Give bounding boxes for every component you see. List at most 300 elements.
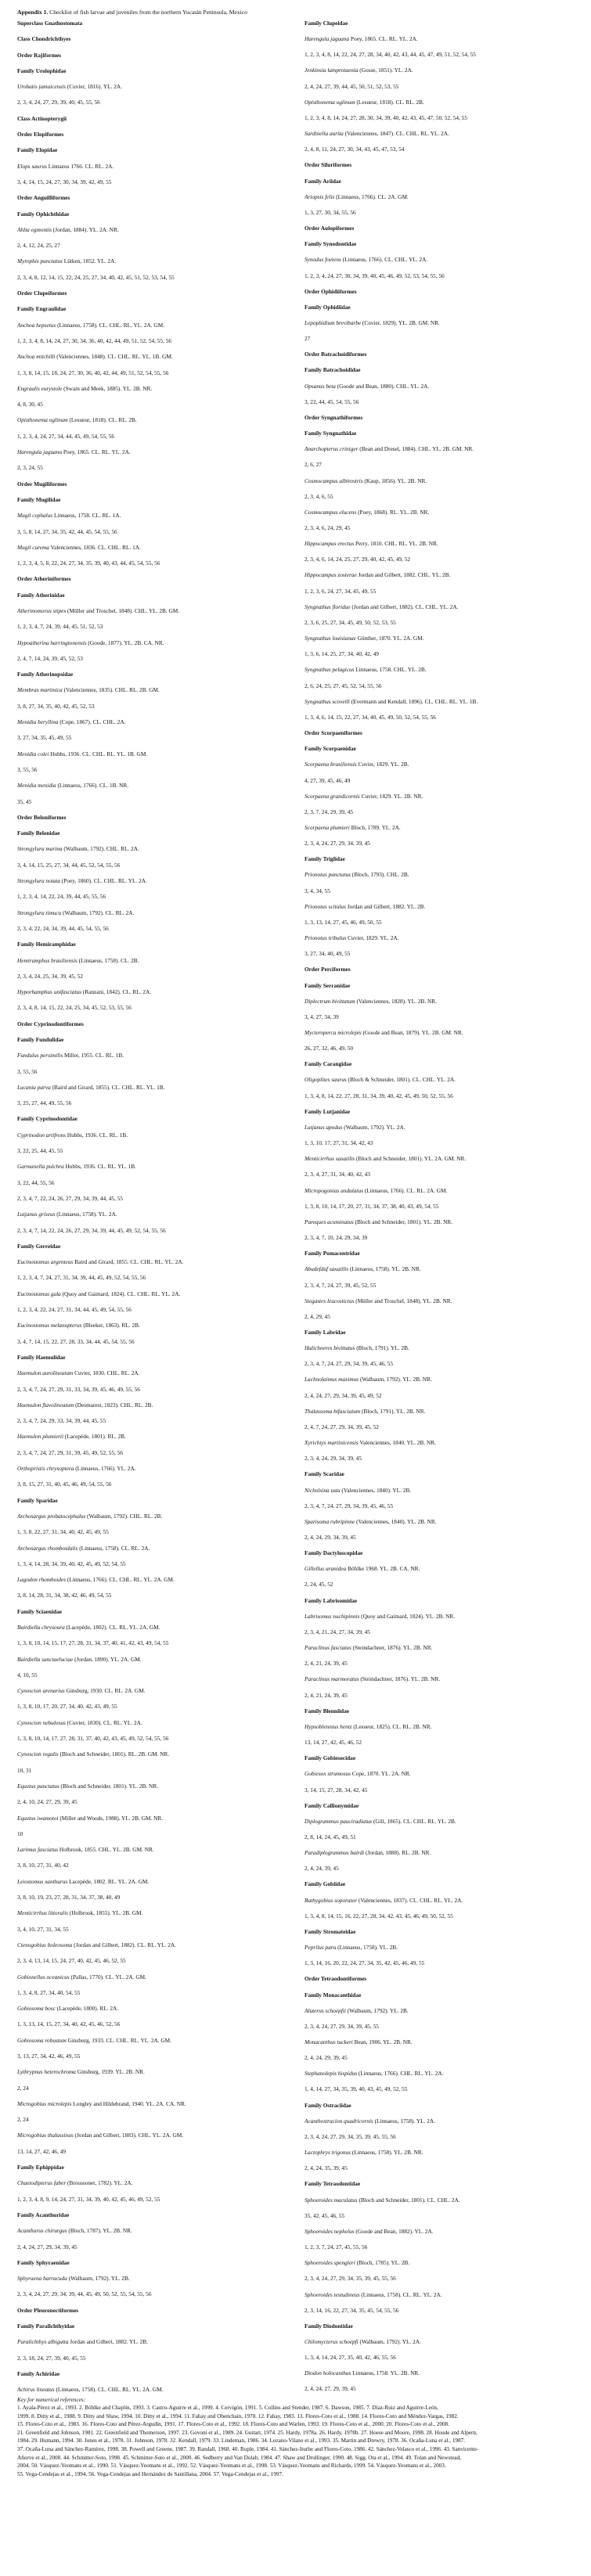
species-name: Anarchopterus criniger [305, 445, 359, 453]
taxon-heading: Family Scaridae [305, 1470, 344, 1478]
taxon-heading: Family Lutjanidae [305, 1107, 351, 1115]
species-name: Menticirrhus littoralis [17, 1909, 68, 1917]
reference-numbers: 35, 45 [17, 797, 32, 805]
reference-numbers: 2, 4, 24, 27, 39, 44, 45, 50, 51, 52, 53, 55 [305, 82, 399, 90]
taxon-heading: Order Scorpaeniformes [305, 729, 362, 737]
species-name: Bairdiella sanctaeluciae [17, 1655, 74, 1663]
species-entry: Scorpaena grandicornis Cuvier, 1829. YL. 2B. NR. [305, 792, 423, 800]
species-name: Pareques acuminatus [305, 1218, 354, 1225]
species-entry: Hippocampus zosterae Jordan and Gilbert, 1882. CHL. YL. 2B. [305, 571, 451, 579]
species-entry: Haemulon flavolineatum (Desmarest, 1823). CHL. RL. 2B. [17, 1401, 153, 1409]
reference-numbers: 1, 3, 10, 17, 27, 31, 34, 42, 43 [305, 1139, 373, 1147]
species-entry: Sphoeroides nephelus (Goode and Bean, 1882). YL. 2A. [305, 2227, 434, 2235]
species-name: Hyporhamphus unifasciatus [17, 988, 81, 996]
taxon-heading: Family Triglidae [305, 855, 345, 863]
taxon-heading: Family Synodontidae [305, 240, 357, 248]
reference-numbers: 3, 4, 34, 55 [305, 887, 330, 894]
species-name: Oligoplites saurus [305, 1076, 347, 1084]
species-entry: Gobiosoma bosc (Lacepède, 1800). RL. 2A. [17, 2005, 119, 2013]
species-entry: Paraclinus marmoratus (Steindachner, 1876). YL. 2B. NR. [305, 1675, 441, 1683]
species-name: Prionotus tribulus [305, 934, 347, 942]
species-entry: Hypsoblennius hentz (Lesueur, 1825). CL. RL. 2B. NR. [305, 1722, 432, 1730]
species-entry: Achirus lineatus (Linnaeus, 1758). CL. CHL. RL. YL. 2A. GM. [17, 2386, 164, 2394]
species-entry: Syngnathus floridae (Jordan and Gilbert, 1882). CL. CHL. YL. 2A. [305, 603, 459, 610]
species-entry: Orthopristis chrysoptera (Linnaeus, 1766). YL. 2A. [17, 1465, 136, 1473]
reference-numbers: 1, 3, 14, 16, 20, 22, 24, 27, 34, 35, 42, 45, 46, 49, 55 [305, 1959, 425, 1967]
reference-numbers: 3, 27, 34, 40, 49, 55 [305, 950, 351, 958]
species-name: Syngnathus pelagicus [305, 666, 355, 674]
reference-numbers: 2, 3, 4, 7, 24, 27, 39, 45, 52, 55 [305, 1281, 377, 1289]
taxon-heading: Family Belonidae [17, 829, 60, 837]
species-entry: Archosargus probatocephalus (Walbaum, 1792). CHL. RL. 2B. [17, 1512, 163, 1520]
species-entry: Thalassoma bifasciatum (Bloch, 1791). YL. 2B. NR. [305, 1407, 426, 1415]
reference-numbers: 3, 22, 44, 55, 56 [17, 1178, 55, 1186]
taxon-heading: Order Mugiliformes [17, 480, 67, 487]
species-entry: Lactophrys trigonus (Linnaeus, 1758). YL. 2B. NR. [305, 2149, 423, 2157]
reference-numbers: 2, 3, 4, 24, 27, 29, 34, 35, 39, 45, 55, 56 [305, 2275, 396, 2283]
reference-numbers: 2, 3, 4, 6, 55 [305, 492, 333, 500]
taxon-heading: Family Labrisomidae [305, 1596, 358, 1604]
reference-numbers: 2, 3, 4, 7, 24, 27, 29, 31, 33, 34, 39, 45, 46, 49, 55, 56 [17, 1385, 140, 1393]
species-entry: Syngnathus scovelli (Evermann and Kendall, 1896). CL. CHL. RL. YL. 1B. [305, 697, 478, 705]
reference-numbers: 4, 27, 39, 45, 46, 49 [305, 776, 351, 784]
taxon-heading: Family Gobiesocidae [305, 1754, 356, 1762]
species-entry: Equetus punctatus (Bloch and Schneider, 1801). YL. 2B. NR. [17, 1782, 159, 1790]
reference-line: 1999. 8. Ditty et al., 1988. 9. Ditty and Shaw, 1994. 10. Ditty et al., 1994. 11. Fahay and Obenchain, 1978. 12. Fahay, 1983. 13. Flores-Coto et al., 1988. 14. Flores-Coto and Méndez-Vargas, 1982. [17, 2412, 459, 2419]
species-name: Jenkinsia lamprotaenia [305, 67, 359, 74]
taxon-heading: Order Pleuronectiformes [17, 2306, 79, 2314]
reference-line: 15. Flores-Coto et al., 1983. 16. Flores-Coto and Pérez-Argudín, 1991. 17. Flores-Coto et al., 1992. 18. Flores-Coto and Warlen, 1993. 19. Flores-Coto et al., 2000. 20. Flores-Coto et al., 2008. [17, 2421, 449, 2428]
species-entry: Lutjanus griseus (Linnaeus, 1758). YL. 2A. [17, 1211, 117, 1218]
species-name: Scorpaena brasiliensis [305, 761, 357, 768]
reference-numbers: 2, 3, 4, 24, 25, 34, 39, 45, 52 [17, 972, 83, 980]
species-name: Anchoa mitchilli [17, 353, 56, 361]
species-entry: Pareques acuminatus (Bloch and Schneider, 1801). YL. 2B. NR. [305, 1218, 453, 1225]
species-entry: Elops saurus Linnaeus 1766. CL. RL. 2A. [17, 162, 114, 170]
reference-numbers: 2, 4, 21, 24, 39, 45 [305, 1691, 348, 1699]
species-name: Eucinostomus gula [17, 1290, 61, 1297]
species-name: Cosmocampus albirostris [305, 477, 363, 484]
taxon-heading: Family Labridae [305, 1328, 346, 1336]
species-entry: Hypoatherina harringtonensis (Goode, 1877). YL. 2B. CA. NR. [17, 639, 164, 646]
species-entry: Cosmocampus albirostris (Kaup, 1856). YL. 2B. NR. [305, 477, 427, 484]
species-entry: Eucinostomus gula (Quoy and Gaimard, 1824). CL. CHL. RL. YL. 2A. [17, 1290, 181, 1297]
species-name: Synodus foetens [305, 256, 341, 264]
species-name: Diplectrum bivittatum [305, 997, 355, 1005]
reference-numbers: 1, 3, 8, 10, 14, 17, 20, 27, 31, 34, 37, 38, 40, 43, 49, 54, 55 [305, 1202, 439, 1210]
species-name: Myrophis punctatus [17, 257, 63, 265]
species-entry: Monacanthus tuckeri Bean, 1906. YL. 2B. NR. [305, 2038, 413, 2045]
species-name: Sardinella aurita [305, 130, 344, 138]
species-name: Scorpaena grandicornis [305, 792, 360, 800]
species-entry: Fundulus persimilis Miller, 1955. CL. RL. 1B. [17, 1052, 124, 1060]
species-name: Lutjanus griseus [17, 1211, 56, 1218]
species-name: Menidia colei [17, 750, 49, 757]
species-entry: Leiostomus xanthurus Lacepède, 1802. RL. YL. 2A. GM. [17, 1877, 150, 1885]
taxon-heading: Family Ostraciidae [305, 2101, 351, 2109]
species-name: Sphoeroides nephelus [305, 2227, 355, 2235]
reference-numbers: 2, 3, 4, 6, 24, 29, 45 [305, 524, 351, 531]
species-entry: Nicholsina usta (Valenciennes, 1840). YL. 2B. [305, 1486, 412, 1494]
reference-numbers: 2, 3, 4, 13, 14, 15, 24, 27, 40, 42, 45, 46, 52, 55 [17, 1957, 126, 1965]
species-entry: Eucinostomus melanopterus (Bleeker, 1863). RL. 2B. [17, 1322, 140, 1329]
species-name: Stephanolepis hispidus [305, 2070, 358, 2078]
species-name: Sphoeroides spengleri [305, 2259, 355, 2267]
taxon-heading: Order Siluriformes [305, 161, 352, 169]
reference-numbers: 3, 8, 15, 27, 31, 40, 45, 46, 49, 54, 55, 56 [17, 1480, 112, 1488]
reference-numbers: 3, 55, 56 [17, 765, 38, 773]
species-entry: Opsanus beta (Goode and Bean, 1880). CHL. YL. 2A. [305, 382, 430, 390]
species-name: Equetus iwamotoi [17, 1814, 59, 1822]
taxon-heading: Family Callionymidae [305, 1801, 359, 1809]
species-entry: Sphyraena barracuda (Walbaum, 1792). YL. 2B. [17, 2275, 130, 2283]
taxon-heading: Family Diodontidae [305, 2322, 353, 2330]
reference-numbers: 2, 24, 45, 52 [305, 1581, 333, 1588]
species-name: Membras martinica [17, 686, 63, 694]
taxon-heading: Family Sphyraenidae [17, 2258, 70, 2266]
reference-numbers: 1, 3, 8, 10, 14, 15, 17, 27, 28, 31, 34, 37, 40, 41, 42, 43, 49, 54, 55 [17, 1639, 169, 1647]
reference-numbers: 13, 14, 27, 42, 46, 49 [17, 2147, 67, 2155]
taxon-heading: Family Clupeidae [305, 20, 348, 27]
species-entry: Bathygobius soporator (Valenciennes, 1837). CL. CHL. RL. YL. 2A. [305, 1896, 463, 1904]
species-entry: Abudefduf saxatilis (Linnaeus, 1758). YL. 2B. NR. [305, 1265, 421, 1273]
taxon-heading: Family Carangidae [305, 1060, 352, 1068]
species-name: Haemulon flavolineatum [17, 1401, 74, 1409]
reference-numbers: 3, 4, 27, 34, 39 [305, 1013, 339, 1020]
reference-numbers: 2, 4, 8, 11, 24, 27, 30, 34, 43, 45, 47, 53, 54 [305, 146, 405, 153]
species-entry: Urobatis jamaicensis (Cuvier, 1816). YL. 2A. [17, 83, 122, 91]
taxon-heading: Family Atherinidae [17, 591, 65, 599]
reference-numbers: 2, 3, 4, 7, 24, 27, 29, 34, 39, 45, 46, 55 [305, 1502, 394, 1509]
species-name: Aluterus schoepfii [305, 2006, 346, 2014]
reference-numbers: 2, 4, 10, 24, 27, 29, 39, 45 [17, 1798, 77, 1806]
appendix-title [17, 8, 575, 16]
species-entry: Lepophidium brevibarbe (Cuvier, 1829). YL. 2B. GM. NR. [305, 318, 440, 326]
species-name: Micropogonias undulatus [305, 1186, 363, 1194]
reference-numbers: 10 [17, 1829, 23, 1837]
species-name: Syngnathus floridae [305, 603, 351, 610]
species-name: Sparisoma rubripinne [305, 1517, 355, 1525]
species-entry: Archosargus rhomboidalis (Linnaeus, 1758). CL. RL. 2A. [17, 1544, 150, 1552]
species-name: Sphyraena barracuda [17, 2275, 67, 2283]
taxon-heading: Order Cyprinodontiformes [17, 1020, 84, 1027]
reference-numbers: 3, 22, 25, 44, 45, 55 [17, 1147, 63, 1155]
species-entry: Gobionellus oceanicus (Pallas, 1770). CL. YL. 2A. GM. [17, 1973, 146, 1981]
species-entry: Diplogrammus pauciradiatus (Gill, 1865). CL. CHL. RL. YL. 2B. [305, 1817, 456, 1825]
reference-numbers: 2, 4, 12, 24, 25, 27 [17, 242, 60, 250]
reference-numbers: 3, 8, 27, 34, 35, 40, 42, 45, 52, 53 [17, 702, 95, 710]
taxon-heading: Family Dactyloscopidae [305, 1549, 363, 1557]
checklist-left-column [17, 20, 287, 2394]
reference-numbers: 1, 2, 3, 4, 22, 24, 27, 31, 34, 44, 45, 49, 54, 55, 56 [17, 1306, 132, 1314]
taxon-heading: Class Actinopterygii [17, 114, 67, 122]
reference-line: 37. Ocaña-Luna and Sánchez-Ramírez, 1998. 38. Powell and Greene, 1987. 39. Randall, 1968. 40. Ruple, 1984. 41. Sánchez-Iturbe and Flores-Coto, 1986. 42. Sánchez-Velasco et al., 1996. 43. Sanvicente- [17, 2445, 479, 2452]
reference-numbers: 2, 4, 24, 39, 45 [305, 1865, 339, 1873]
taxon-heading: Family Stromateidae [305, 1927, 356, 1935]
species-name: Haemulon plumierii [17, 1433, 63, 1441]
reference-numbers: 2, 3, 6, 25, 27, 34, 45, 49, 50, 52, 53, 55 [305, 618, 396, 626]
reference-numbers: 1, 2, 3, 7, 24, 27, 45, 55, 56 [305, 2243, 368, 2251]
reference-numbers: 1, 3, 13, 14, 27, 45, 46, 49, 50, 55 [305, 918, 382, 926]
species-entry: Microgobius thalassinus (Jordan and Gilbert, 1883). CHL. YL. 2A. GM. [17, 2132, 184, 2139]
species-name: Strongylura notata [17, 877, 61, 885]
species-entry: Hemiramphus brasiliensis (Linnaeus, 1758). CL. 2B. [17, 956, 139, 964]
species-name: Engraulis eurystole [17, 384, 63, 392]
reference-line: 2004. 50. Vásquez-Yeomans et al., 1990. 51. Vásquez-Yeomans et al., 1992. 52. Vásquez-Yeomans et al., 1998. 53. Vásquez-Yeomans and Richards, 1999. 54. Vásquez-Yeomans et al., 2003. [17, 2463, 446, 2470]
reference-numbers: 2, 3, 4, 8, 12, 14, 15, 22, 24, 25, 27, 34, 40, 42, 45, 51, 52, 53, 54, 55 [17, 273, 175, 281]
species-entry: Harengula jaguana Poey, 1865. CL. RL. YL. 2A. [17, 448, 131, 456]
reference-numbers: 35, 42, 45, 46, 55 [305, 2211, 345, 2219]
species-entry: Menticirrhus littoralis (Holbrook, 1855). YL. 2B. GM. [17, 1909, 143, 1917]
species-entry: Strongylura timucu (Walbaum, 1792). CL. RL. 2A. [17, 908, 135, 916]
reference-numbers: 3, 4, 7, 14, 15, 22, 27, 28, 33, 34, 44, 45, 54, 55, 56 [17, 1337, 135, 1345]
reference-numbers: 1, 3, 4, 14, 24, 27, 35, 40, 42, 46, 55, 56 [305, 2354, 396, 2362]
taxon-heading: Family Cyprinodontidae [17, 1115, 77, 1123]
reference-numbers: 3, 4, 14, 15, 24, 27, 30, 34, 39, 42, 49, 55 [17, 178, 112, 185]
species-entry: Gillellus uranidea Böhlke 1968. YL. 2B. CA. NR. [305, 1565, 420, 1573]
taxon-heading: Family Gobiidae [305, 1880, 346, 1888]
reference-numbers: 2, 3, 4, 21, 24, 27, 34, 39, 45 [305, 1628, 370, 1635]
species-name: Paraclinus fasciatus [305, 1644, 351, 1652]
species-name: Chaetodipterus faber [17, 2179, 67, 2187]
taxon-heading: Family Haemulidae [17, 1353, 66, 1361]
references-body [17, 2404, 575, 2478]
species-name: Harengula jaguana [305, 35, 350, 43]
reference-numbers: 1, 2, 3, 4, 8, 14, 22, 24, 27, 28, 34, 40, 42, 43, 44, 45, 47, 49, 51, 52, 54, 55 [305, 51, 476, 59]
species-entry: Haemulon aurolineatum Cuvier, 1830. CHL. RL. 2A. [17, 1369, 140, 1377]
species-name: Elops saurus [17, 162, 47, 170]
taxon-heading: Order Syngnathiformes [305, 413, 363, 421]
species-name: Mugil curema [17, 543, 49, 551]
taxon-heading: Order Atheriniformes [17, 575, 71, 583]
species-entry: Eucinostomus argenteus Baird and Girard, 1855. CL. CHL. RL. YL. 2A. [17, 1258, 184, 1266]
species-entry: Stegastes leucostictus (Müller and Troschel, 1848). YL. 2B. NR. [305, 1297, 452, 1304]
reference-numbers: 2, 3, 4, 24, 27, 29, 34, 39, 45, 55 [305, 2022, 379, 2030]
species-name: Thalassoma bifasciatum [305, 1407, 361, 1415]
reference-numbers: 2, 4, 7, 24, 27, 29, 34, 39, 45, 52 [305, 1423, 379, 1430]
species-entry: Anarchopterus criniger (Bean and Dresel, 1884). CHL. YL. 2B. GM. NR. [305, 445, 474, 453]
species-name: Equetus punctatus [17, 1782, 59, 1790]
reference-numbers: 1, 3, 4, 14, 28, 34, 39, 40, 42, 45, 49, 52, 54, 55 [17, 1560, 126, 1567]
species-name: Cynoscion arenarius [17, 1687, 65, 1695]
taxon-heading: Family Achiridae [17, 2369, 60, 2377]
species-entry: Strongylura marina (Walbaum, 1792). CHL. RL. 2A. [17, 845, 139, 853]
species-name: Menidia beryllina [17, 718, 59, 726]
species-entry: Anchoa hepsetus (Linnaeus, 1758). CL. CHL. RL. YL. 2A. GM. [17, 321, 165, 329]
taxon-heading: Family Atherinopsidae [17, 671, 74, 678]
species-entry: Acanthurus chirurgus (Bloch, 1787). YL. 2B. NR. [17, 2227, 132, 2235]
species-entry: Opisthonema oglinum (Lesueur, 1818). CL. RL. 2B. [305, 98, 424, 106]
reference-numbers: 2, 4, 21, 24, 39, 45 [305, 1660, 348, 1668]
species-name: Sphoeroides testudineus [305, 2290, 360, 2298]
species-name: Strongylura marina [17, 845, 63, 853]
references-section [17, 2396, 575, 2478]
reference-numbers: 13, 14, 27, 42, 45, 46, 52 [305, 1739, 362, 1747]
species-name: Achirus lineatus [17, 2386, 55, 2394]
species-entry: Stephanolepis hispidus (Linnaeus, 1766). CHL. RL. YL. 2A. [305, 2070, 444, 2078]
taxon-heading: Order Elopiformes [17, 131, 64, 139]
taxon-heading: Family Acanthuridae [17, 2211, 70, 2218]
reference-numbers: 2, 3, 4, 7, 24, 29, 33, 34, 39, 44, 45, 55 [17, 1417, 106, 1425]
taxon-heading: Order Batrachoidiformes [305, 351, 367, 358]
reference-numbers: 2, 3, 4, 24, 27, 29, 34, 39, 44, 45, 49, 50, 52, 55, 54, 55, 56 [17, 2290, 152, 2298]
species-name: Nicholsina usta [305, 1486, 341, 1494]
taxon-heading: Superclass Gnathostomata [17, 20, 83, 27]
taxon-heading: Family Urolophidae [17, 67, 67, 74]
species-name: Cynoscion regalis [17, 1750, 59, 1758]
taxon-heading: Family Mugilidae [17, 495, 61, 503]
taxon-heading: Family Monacanthidae [305, 1991, 362, 1999]
species-name: Xyrichtys martinicensis [305, 1439, 359, 1447]
species-name: Haemulon aurolineatum [17, 1369, 74, 1377]
taxon-heading: Family Scorpaenidae [305, 745, 356, 753]
species-name: Diodon holocanthus [305, 2369, 351, 2377]
species-entry: Menidia beryllina (Cope, 1867). CL. CHL. 2A. [17, 718, 126, 726]
species-name: Bathygobius soporator [305, 1896, 358, 1904]
species-name: Cyprinodon artifrons [17, 1131, 66, 1139]
reference-numbers: 3, 4, 10, 27, 31, 34, 55 [17, 1925, 69, 1933]
reference-numbers: 3, 55, 56 [17, 1067, 38, 1075]
reference-numbers: 1, 3, 4, 8, 27, 34, 40, 54, 55 [17, 1988, 81, 1996]
species-entry: Aluterus schoepfii (Walbaum, 1792). YL. 2B. [305, 2006, 409, 2014]
reference-numbers: 1, 3, 8, 22, 27, 31, 34, 40, 42, 45, 49, 55 [17, 1528, 109, 1536]
reference-numbers: 1, 2, 3, 4, 24, 27, 34, 44, 45, 49, 54, 55, 56 [17, 432, 115, 440]
reference-numbers: 2, 3, 4, 24, 27, 29, 34, 35, 39, 45, 55, 56 [305, 2132, 396, 2140]
reference-numbers: 1, 3, 4, 6, 14, 15, 22, 27, 34, 40, 45, 49, 50, 52, 54, 55, 56 [305, 713, 436, 721]
species-entry: Sphoeroides spengleri (Bloch, 1785). YL. 2B. [305, 2259, 410, 2267]
species-entry: Atherinomorus stipes (Müller and Troschel, 1848). CHL. YL. 2B. GM. [17, 606, 180, 614]
species-name: Eucinostomus argenteus [17, 1258, 74, 1266]
species-name: Opisthonema oglinum [305, 98, 355, 106]
species-name: Fundulus persimilis [17, 1052, 63, 1060]
species-entry: Anchoa mitchilli (Valenciennes, 1848). CL. CHL. RL. YL. 1B. GM. [17, 353, 173, 361]
species-entry: Labrisomus nuchipinnis (Quoy and Gaimard, 1824). YL. 2B. NR. [305, 1612, 456, 1620]
species-entry: Prionotus punctatus (Bloch, 1793). CHL. 2B. [305, 871, 409, 879]
species-name: Hippocampus zosterae [305, 571, 357, 579]
species-name: Syngnathus scovelli [305, 697, 350, 705]
checklist-right-column [305, 20, 575, 2394]
references-title: Key for numerical references: [17, 2396, 86, 2403]
reference-numbers: 2, 3, 4, 7, 14, 22, 24, 26, 27, 29, 34, 39, 44, 45, 49, 52, 54, 55, 56 [17, 1226, 166, 1234]
species-name: Menticirrhus saxatilis [305, 1155, 355, 1163]
reference-numbers: 2, 3, 4, 24, 27, 29, 39, 40, 45, 55, 56 [17, 99, 100, 106]
species-entry: Diodon holocanthus Linnaeus, 1758. YL. 2B. NR. [305, 2369, 420, 2377]
reference-numbers: 2, 24 [17, 2084, 29, 2092]
species-entry: Acanthostracion quadricornis (Linnaeus, 1758). YL. 2A. [305, 2117, 435, 2124]
reference-numbers: 2, 3, 18, 24, 27, 39, 40, 45, 55 [17, 2354, 86, 2362]
reference-numbers: 2, 4, 24, 27, 29, 34, 39, 45, 49, 52 [305, 1391, 382, 1399]
species-entry: Sparisoma rubripinne (Valenciennes, 1840). YL. 2B. NR. [305, 1517, 437, 1525]
species-entry: Chilomycterus schoepfi (Walbaum, 1792). YL. 2A. [305, 2337, 421, 2345]
species-name: Urobatis jamaicensis [17, 83, 66, 91]
reference-numbers: 2, 3, 4, 7, 24, 27, 29, 34, 39, 45, 46, 55 [305, 1360, 394, 1368]
reference-numbers: 3, 22, 44, 45, 54, 55, 56 [305, 398, 359, 405]
species-name: Atherinomorus stipes [17, 606, 67, 614]
species-name: Peprilus paru [305, 1944, 337, 1952]
taxon-heading: Family Hemiramphidae [17, 941, 76, 948]
species-entry: Bairdiella sanctaeluciae (Jordan, 1890). YL. 2A. GM. [17, 1655, 142, 1663]
species-entry: Syngnathus pelagicus Linnaeus, 1758. CHL. YL. 2B. [305, 666, 427, 674]
reference-numbers: 3, 27, 34, 35, 45, 49, 55 [17, 734, 72, 742]
species-entry: Sardinella aurita (Valenciennes, 1847). CL. CHL. RL. YL. 2A. [305, 130, 449, 138]
species-name: Chilomycterus schoepfi [305, 2337, 359, 2345]
species-entry: Paraclinus fasciatus (Steindachner, 1876). YL. 2B. NR. [305, 1644, 433, 1652]
species-entry: Hippocampus erectus Perry, 1810. CHL. RL. YL. 2B. NR. [305, 540, 438, 548]
species-name: Microgobius thalassinus [17, 2132, 74, 2139]
species-entry: Lucania parva (Baird and Girard, 1855). CL. CHL. RL. YL. 1B. [17, 1083, 165, 1091]
species-entry: Bairdiella chrysoura (Lacepède, 1802). CL. RL. YL. 2A. GM. [17, 1623, 160, 1631]
species-entry: Ahlia egmontis (Jordan, 1884). YL. 2A. NR. [17, 225, 119, 233]
reference-numbers: 1, 2, 3, 4, 8, 14, 24, 27, 28, 30, 34, 39, 40, 42, 43, 45, 47, 50, 52, 54, 55 [305, 113, 467, 121]
reference-numbers: 2, 3, 4, 7, 22, 24, 26, 27, 29, 34, 39, 44, 45, 55 [17, 1194, 123, 1202]
reference-numbers: 1, 3, 27, 30, 34, 55, 56 [305, 208, 356, 216]
taxon-heading: Family Ariidae [305, 177, 341, 185]
species-entry: Cynoscion nebulosus (Cuvier, 1830). CL. RL. YL. 2A. [17, 1718, 142, 1726]
species-entry: Mycteroperca microlepis (Goode and Bean, 1879). YL. 2B. GM. NR. [305, 1029, 463, 1036]
species-name: Lepophidium brevibarbe [305, 318, 362, 326]
species-name: Opisthonema oglinum [17, 416, 68, 424]
reference-numbers: 2, 4, 24, 27, 29, 39, 45 [305, 2385, 356, 2393]
species-name: Cynoscion nebulosus [17, 1718, 66, 1726]
reference-numbers: 1, 3, 6, 14, 25, 27, 34, 40, 42, 49 [305, 650, 379, 658]
reference-numbers: 2, 4, 24, 27, 29, 34, 39, 45 [17, 2243, 77, 2250]
reference-numbers: 2, 3, 4, 22, 24, 34, 39, 44, 45, 54, 55, 56 [17, 924, 109, 932]
species-entry: Chaetodipterus faber (Broussonet, 1782). YL. 2A. [17, 2179, 133, 2187]
species-entry: Scorpaena brasiliensis Cuvier, 1829. YL. 2B. [305, 761, 409, 768]
species-entry: Strongylura notata (Poey, 1860). CL. CHL. RL. YL. 2A. [17, 877, 147, 885]
reference-numbers: 2, 4, 24, 35, 39, 45 [305, 2164, 348, 2172]
species-name: Prionotus punctatus [305, 871, 351, 879]
species-entry: Synodus foetens (Linnaeus, 1766). CL. CHL. YL. 2A. [305, 256, 428, 264]
species-entry: Oligoplites saurus (Bloch & Schneider, 1801). CL. CHL. YL. 2A. [305, 1076, 456, 1084]
species-entry: Sphoeroides testudineus (Linnaeus, 1758). CL. RL. YL. 2A. [305, 2290, 442, 2298]
reference-numbers: 3, 25, 27, 44, 49, 55, 56 [17, 1099, 72, 1107]
reference-numbers: 4, 10, 55 [17, 1671, 38, 1678]
species-entry: Sphoeroides maculatus (Bloch and Schneider, 1801). CL. CHL. 2A. [305, 2196, 460, 2204]
reference-numbers: 2, 3, 7, 24, 29, 39, 45 [305, 808, 354, 815]
reference-numbers: 2, 6, 27 [305, 461, 322, 469]
species-entry: Gobiesox strumosus Cope, 1870. YL. 2A. NR. [305, 1770, 411, 1778]
reference-numbers: 3, 8, 10, 19, 23, 27, 28, 31, 34, 37, 38, 40, 49 [17, 1894, 121, 1901]
species-entry: Lagodon rhomboides (Linnaeus, 1766). CL. CHL. RL. YL. 2A. GM. [17, 1576, 175, 1584]
reference-numbers: 1, 2, 3, 4, 24, 27, 30, 34, 39, 40, 45, 46, 49, 52, 53, 54, 55, 56 [305, 272, 445, 279]
species-name: Lactophrys trigonus [305, 2149, 351, 2157]
reference-numbers: 2, 3, 4, 24, 29, 34, 39, 45 [305, 1455, 362, 1462]
species-name: Ariopsis felis [305, 192, 335, 200]
reference-numbers: 4, 8, 30, 45 [17, 401, 43, 408]
taxon-heading: Family Ephippidae [17, 2164, 64, 2171]
reference-numbers: 1, 2, 3, 4, 8, 14, 24, 27, 30, 34, 36, 40, 42, 44, 49, 51, 52, 54, 55, 56 [17, 336, 172, 344]
reference-numbers: 2, 3, 4, 8, 14, 15, 22, 24, 25, 34, 45, 52, 53, 55, 56 [17, 1004, 132, 1012]
species-entry: Garmanella pulchra Hubbs, 1936. CL. RL. YL. 1B. [17, 1163, 136, 1171]
reference-numbers: 1, 2, 3, 4, 7, 24, 27, 31, 34, 39, 44, 45, 49, 52, 54, 55, 56 [17, 1274, 146, 1282]
species-name: Acanthurus chirurgus [17, 2227, 67, 2235]
species-name: Lythrypnus heterochroma [17, 2068, 76, 2076]
species-name: Archosargus probatocephalus [17, 1512, 86, 1520]
taxon-heading: Order Rajiformes [17, 51, 61, 59]
reference-numbers: 3, 14, 15, 27, 28, 34, 42, 45 [305, 1786, 368, 1793]
taxon-heading: Family Pomacentridae [305, 1250, 360, 1257]
reference-numbers: 1, 4, 14, 27, 34, 35, 39, 40, 43, 45, 49, 52, 55 [305, 2085, 408, 2093]
species-name: Mugil cephalus [17, 512, 53, 520]
species-name: Gillellus uranidea [305, 1565, 347, 1573]
species-entry: Prionotus scitulus Jordan and Gilbert, 1882. YL. 2B. [305, 902, 426, 910]
species-entry: Haemulon plumierii (Lacepède, 1801). RL. 2B. [17, 1433, 126, 1441]
species-name: Stegastes leucostictus [305, 1297, 355, 1304]
species-entry: Jenkinsia lamprotaenia (Gosse, 1851). YL. 2A. [305, 67, 413, 74]
species-entry: Xyrichtys martinicensis Valenciennes, 1840. YL. 2B. NR. [305, 1439, 437, 1447]
reference-numbers: 1, 2, 3, 4, 14, 22, 24, 39, 44, 45, 55, 56 [17, 893, 106, 901]
